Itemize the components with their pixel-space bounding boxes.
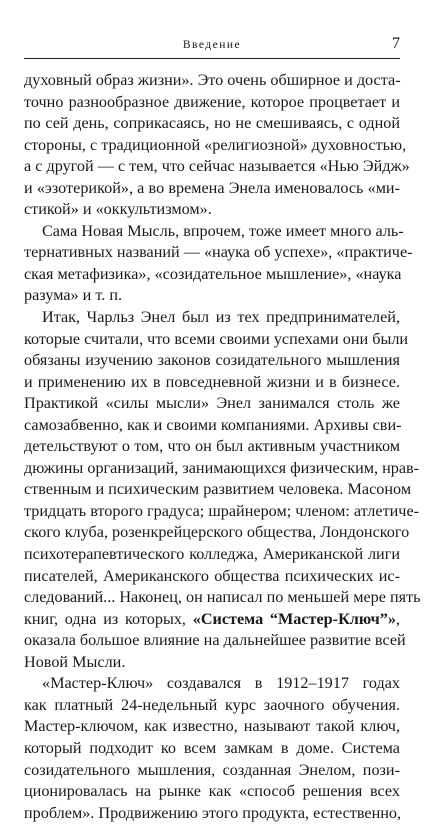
- text-line-content: оказала большое влияние на дальнейшее развитие всей: [24, 631, 406, 650]
- text-line: [24, 695, 400, 717]
- text-line-content: который подходит ко всем замкам в доме. Система: [24, 738, 400, 757]
- text-line: [24, 393, 400, 415]
- text-line: [24, 285, 400, 307]
- text-line-content: ская метафизика», «созидательное мышление», «наука: [24, 264, 402, 283]
- text-line-content: точно разнообразное движение, которое процветает и: [24, 92, 400, 111]
- text-line-content: Сама Новая Мысль, впрочем, тоже имеет много аль-: [42, 221, 404, 240]
- text-line-content: тернативных названий — «наука об успехе», «практиче-: [24, 243, 413, 262]
- body-text: [24, 70, 421, 824]
- text-line: [24, 652, 400, 674]
- text-line: [24, 436, 400, 458]
- text-line-content: детельствуют о том, что он был активным участником: [24, 437, 400, 456]
- text-line-content: обязаны изучению законов созидательного мышления: [24, 351, 400, 370]
- text-line: [24, 199, 400, 221]
- text-line: [24, 264, 400, 286]
- text-line: [24, 587, 421, 609]
- running-header-title: Введение: [182, 39, 242, 51]
- text-line: [24, 415, 400, 437]
- text-line: [24, 329, 409, 351]
- text-line-content: Новой Мысли.: [24, 652, 126, 671]
- text-line-content: «Мастер-Ключ» создавался в 1912–1917 годах: [42, 674, 400, 693]
- text-line: [24, 630, 406, 652]
- text-line-content: Итак, Чарльз Энел был из тех предпринимателей,: [42, 308, 400, 327]
- text-line-content: а с другой — с тем, что сейчас называется «Нью Эйдж»: [24, 157, 410, 176]
- text-line: [24, 479, 412, 501]
- text-line-content: разума» и т. п.: [24, 286, 123, 305]
- text-line-content: ционировалась на рынке как «способ решения всех: [24, 782, 400, 801]
- text-line: [24, 242, 413, 264]
- text-line-content: писателей, Американского общества психических ис-: [24, 566, 400, 585]
- text-line: [24, 673, 400, 695]
- text-line: [24, 609, 400, 631]
- text-line: [24, 92, 400, 114]
- text-line: [24, 307, 400, 329]
- text-line-content: ственным и психическим развитием человека. Масоном: [24, 480, 412, 499]
- text-line-content: дюжины организаций, занимающихся физическим, нрав-: [24, 458, 420, 477]
- text-line: [24, 113, 400, 135]
- text-line-content: самозабвенно, как и своими компаниями. Архивы сви-: [24, 415, 402, 434]
- text-line: [24, 221, 404, 243]
- text-line-content: по сей день, соприкасаясь, но не смешиваясь, с одной: [24, 114, 400, 133]
- text-line: [24, 458, 420, 480]
- text-line: [24, 566, 400, 588]
- text-line-content: следований... Наконец, он написал по меньшей мере пять: [24, 588, 421, 607]
- text-line-content: стикой» и «оккультизмом».: [24, 200, 212, 219]
- text-line: [24, 70, 400, 92]
- book-title-emphasis: «Система “Мастер-Ключ”»: [192, 609, 396, 628]
- text-line: [24, 350, 400, 372]
- text-line-content: психотерапевтического колледжа, Американской лиги: [24, 545, 400, 564]
- text-line-content: и применению их в повседневной жизни и в бизнесе.: [24, 372, 400, 391]
- text-line-content: проблем». Продвижению этого продукта, естественно,: [24, 803, 402, 822]
- text-line: [24, 522, 410, 544]
- text-line-content: как платный 24-недельный курс заочного обучения.: [24, 695, 400, 714]
- text-line: [24, 501, 420, 523]
- text-line: [24, 781, 400, 803]
- text-line-content: тридцать второго градуса; шрайнером; членом: атлетиче-: [24, 501, 420, 520]
- text-line: [24, 135, 407, 157]
- page-number: 7: [392, 35, 400, 52]
- text-line: [24, 716, 400, 738]
- running-header: [24, 37, 400, 59]
- text-line: [24, 803, 400, 824]
- text-line-content: Практикой «силы мысли» Энел занимался столь же: [24, 394, 400, 413]
- text-line: [24, 372, 400, 394]
- text-line-content: которые считали, что всеми своими успехами они были: [24, 329, 409, 348]
- text-line-content: книг, одна из которых,: [24, 609, 193, 628]
- text-line: [24, 760, 400, 782]
- text-line: [24, 738, 400, 760]
- text-line: [24, 544, 400, 566]
- text-line: [24, 178, 400, 200]
- text-line-content: стороны, с традиционной «религиозной» духовностью,: [24, 135, 407, 154]
- text-line-content: и «эзотерикой», а во времена Энела именовалось «ми-: [24, 178, 400, 197]
- text-line: [24, 156, 410, 178]
- text-line-content: Мастер-ключом, как известно, называют такой ключ,: [24, 717, 400, 736]
- text-line-content: духовный образ жизни». Это очень обширное и доста-: [24, 71, 401, 89]
- header-rule: [24, 58, 400, 59]
- text-line-tail: ,: [395, 609, 401, 628]
- text-line-content: созидательного мышления, созданная Энелом, пози-: [24, 760, 400, 779]
- text-line-content: ского клуба, розенкрейцерского общества, Лондонского: [24, 523, 410, 542]
